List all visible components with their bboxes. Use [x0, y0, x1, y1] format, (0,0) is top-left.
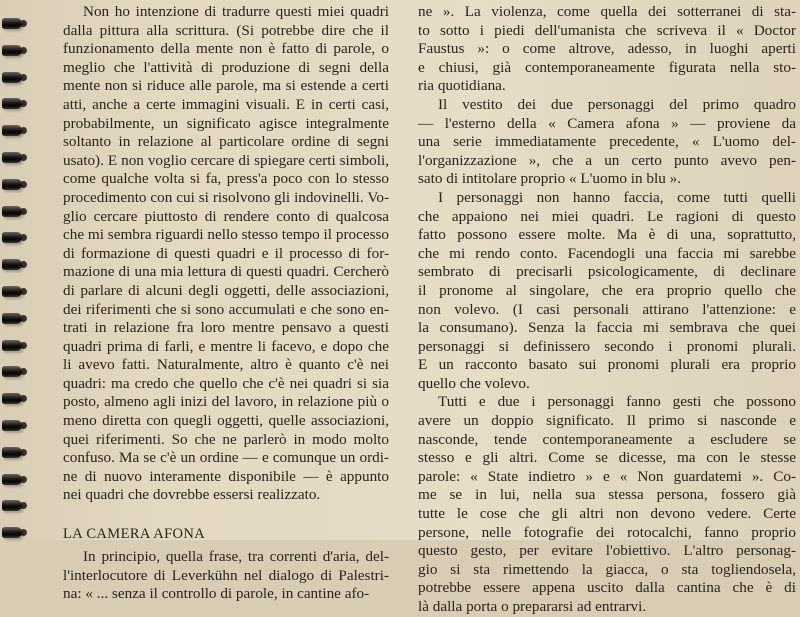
text-line: na: « ... senza il controllo di parole, in cantine afo- [63, 585, 370, 603]
text-line: ne ». La violenza, come quella dei sotterranei di sta- [418, 3, 796, 20]
text-line: l'interlocutore di Leverkühn nel dialogo di Palestri- [63, 566, 389, 584]
text-line: il pronome al singolare, che era proprio quello che [418, 281, 796, 299]
text-line: Tutti e due i personaggi fanno gesti che possono [438, 393, 796, 411]
binding-ring [2, 286, 22, 297]
text-line: — l'esterno della « Camera afona » — proviene da [418, 114, 796, 132]
text-line: funzionamento della mente non è fatto di parole, o [63, 40, 389, 58]
text-line: dalla pittura alla scrittura. (Si potrebbe dire che il [63, 21, 389, 39]
text-line: persone, nelle fotografie dei rotocalchi, fanno proprio [418, 523, 796, 541]
text-line: di parlare di alcuni degli oggetti, delle associazioni, [63, 281, 389, 299]
text-line: dei riferimenti che si sono accumulati e che sono en- [63, 300, 389, 318]
text-line: quadri prima di farli, e mentre li facevo, e dopo che [63, 337, 389, 355]
binding-ring [2, 45, 22, 56]
text-line: quello che volevo. [418, 374, 530, 392]
text-line: non volevo. (I casi personali attirano l'attenzione: e [418, 300, 796, 318]
section-paragraph [63, 548, 389, 604]
text-line: meno diretta con quegli oggetti, quelle associazioni, [63, 412, 389, 430]
text-line: questo gesto, per evitare l'obiettivo. L'altro personag- [418, 542, 796, 560]
right-column [418, 3, 796, 617]
text-line: ria quotidiana. [418, 77, 506, 95]
binding-ring [2, 98, 22, 109]
text-line: personaggi si definissero secondo i pronomi plurali. [418, 337, 796, 355]
text-line: nasconde, tende contemporaneamente a escludere se [418, 430, 796, 448]
text-line: sembrato di precisarli psicologicamente, di declinare [418, 263, 796, 281]
binding-ring [2, 500, 22, 511]
text-line: una serie immediatamente precedente, « L'uomo del- [418, 133, 796, 151]
text-line: e chiusi, già contemporaneamente figurata nella sto- [418, 58, 796, 76]
text-line: tutte le cose che gli altri non devono vedere. Certe [418, 505, 796, 523]
costume-paragraph [418, 96, 796, 189]
text-line: parole: « State indietro » e « Non guardatemi ». Co- [418, 467, 796, 485]
binding-ring [2, 72, 22, 83]
binding-ring [2, 152, 22, 163]
text-line: probabilmente, un significato agisce integralmente [63, 114, 389, 132]
binding-ring [2, 232, 22, 243]
text-line: Il vestito dei due personaggi del primo quadro [438, 95, 796, 113]
text-line: meglio che l'attività di produzione di segni della [63, 58, 389, 76]
text-line: che appaiono nei miei quadri. Le ragioni di questo [418, 207, 796, 225]
text-line: me se in lui, nella sua stessa persona, fossero già [418, 486, 796, 504]
binding-ring [2, 420, 22, 431]
text-line: usato). E non voglio cercare di spiegare certi simboli, [63, 151, 389, 169]
text-line: soltanto in relazione al particolare ordine di segni [63, 133, 389, 151]
section-heading: LA CAMERA AFONA [63, 526, 206, 543]
text-line: l'organizzazione », che a un certo punto avevo pen- [418, 151, 796, 169]
text-line: quadri: ma credo che quello che c'è nei quadri si sia [63, 374, 389, 392]
binding-ring [2, 393, 22, 404]
binding-ring [2, 474, 22, 485]
text-line: In principio, quella frase, tra correnti d'aria, del- [83, 548, 389, 566]
text-line: procedimento con cui si risolvono gli indovinelli. Vo- [63, 188, 389, 206]
binding-ring [2, 18, 22, 29]
binding-ring [2, 340, 22, 351]
text-line: là dalla porta o prepararsi ad entrarvi. [418, 598, 647, 615]
text-line: come qualche volta si fa, press'a poco con lo stesso [63, 170, 389, 188]
text-line: quei riferimenti. So che ne parlerò in modo molto [63, 430, 389, 448]
text-line: trati in relazione fra loro mentre pensavo a questi [63, 319, 389, 337]
intro-paragraph [63, 3, 389, 505]
text-line: li avevo fatti. Naturalmente, altro è quanto c'è nei [63, 356, 389, 374]
spacer [63, 505, 389, 523]
binding-ring [2, 125, 22, 136]
text-line: nei quadri che dovrebbe essersi realizzato. [63, 486, 321, 504]
text-line: gio si sta rimettendo la giacca, o sta togliendosela, [418, 560, 796, 578]
text-line: fatto possono essere molte. Ma è di una, soprattutto, [418, 226, 796, 244]
text-line: che mi sembra riguardi nello stesso tempo il processo [63, 226, 389, 244]
binding-ring [2, 206, 22, 217]
left-column [63, 3, 389, 604]
text-line: che mi rendo conto. Facendogli una faccia mi sarebbe [418, 244, 796, 262]
binding-ring [2, 527, 22, 538]
spiral-binding [0, 0, 40, 540]
text-line: glio cercare piuttosto di rendere conto di qualcosa [63, 207, 389, 225]
text-line: Non ho intenzione di tradurre questi miei quadri [83, 3, 389, 20]
text-line: di formazione di questi quadri e il processo di for- [63, 244, 389, 262]
text-line: confuso. Ma se c'è un ordine — e comunque un ordi- [63, 449, 389, 467]
text-line: I personaggi non hanno faccia, come tutti quelli [438, 188, 796, 206]
text-line: Faustus »: o come altrove, adesso, in luoghi aperti [418, 40, 796, 58]
binding-ring [2, 313, 22, 324]
binding-ring [2, 447, 22, 458]
text-line: to sotto i piedi dell'umanista che scriveva il « Doctor [418, 21, 796, 39]
text-line: sato di intitolare proprio « L'uomo in blu ». [418, 170, 682, 188]
text-line: atti, anche a certe immagini visuali. E in certi casi, [63, 95, 389, 113]
binding-ring [2, 259, 22, 270]
text-line: posto, almeno agli inizi del lavoro, in relazione più o [63, 393, 389, 411]
text-line: ne di nuovo interamente disponibile — è appunto [63, 467, 389, 485]
faces-paragraph [418, 189, 796, 394]
continued-paragraph [418, 3, 796, 96]
text-line: mente non si riduce alle parole, ma si estende a certi [63, 77, 389, 95]
text-line: la consumano). Senza la faccia mi sembrava che quei [418, 319, 796, 337]
binding-ring [2, 366, 22, 377]
gestures-paragraph [418, 393, 796, 616]
binding-ring [2, 179, 22, 190]
text-line: mazione di una mia lettura di questi quadri. Cercherò [63, 263, 389, 281]
text-line: avere un doppio significato. Il primo si nasconde e [418, 412, 796, 430]
text-line: E un racconto basato sui pronomi plurali era proprio [418, 356, 796, 374]
text-line: stesso e gli altri. Come se dicesse, ma con le stesse [418, 449, 796, 467]
text-line: potrebbe essere appena uscito dalla cantina che è di [418, 579, 796, 597]
